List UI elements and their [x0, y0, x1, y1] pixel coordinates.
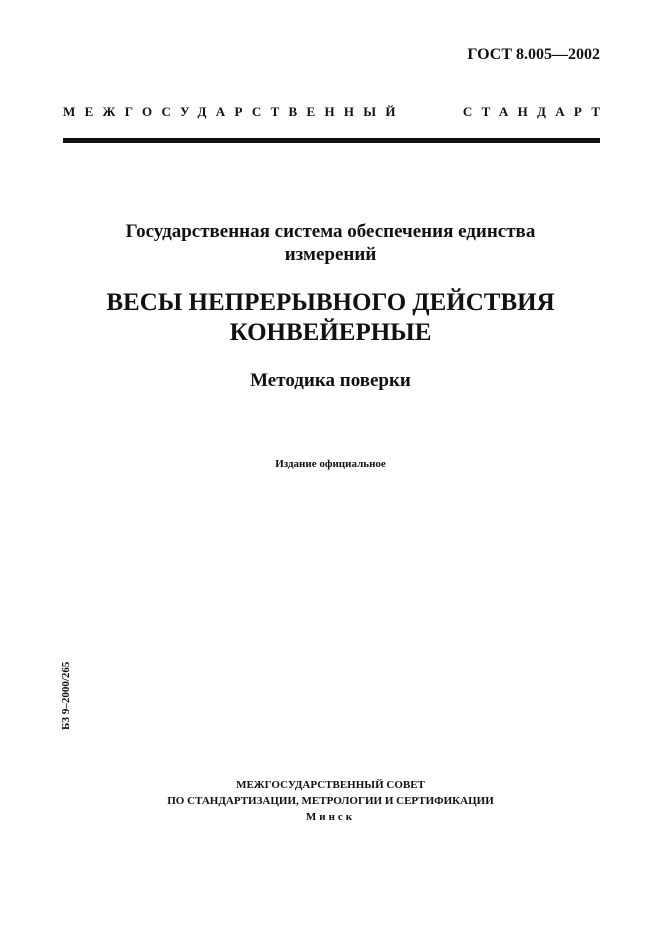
publisher-line-1: МЕЖГОСУДАРСТВЕННЫЙ СОВЕТ — [236, 779, 425, 791]
system-title-line-2: измерений — [284, 244, 377, 265]
main-title-line-1: ВЕСЫ НЕПРЕРЫВНОГО ДЕЙСТВИЯ — [106, 289, 555, 316]
document-subtitle: Методика поверки — [250, 370, 411, 391]
publisher-line-2: ПО СТАНДАРТИЗАЦИИ, МЕТРОЛОГИИ И СЕРТИФИКАЦИИ — [167, 795, 494, 807]
edition-label: Издание официальное — [275, 458, 386, 470]
side-print-code: БЗ 9–2000/265 — [60, 661, 72, 730]
system-title-line-1: Государственная система обеспечения единства — [125, 221, 536, 242]
main-title — [0, 288, 661, 348]
main-title-line-2: КОНВЕЙЕРНЫЕ — [229, 319, 432, 346]
banner-divider — [63, 138, 600, 143]
standard-type-banner — [63, 104, 610, 120]
banner-word-interstate: МЕЖГОСУДАРСТВЕННЫЙ — [63, 104, 405, 119]
publisher-city: Минск — [305, 811, 356, 823]
system-title — [0, 220, 661, 266]
banner-word-standard: СТАНДАРТ — [462, 104, 610, 119]
document-code: ГОСТ 8.005—2002 — [467, 46, 600, 63]
publisher-block — [0, 777, 661, 825]
